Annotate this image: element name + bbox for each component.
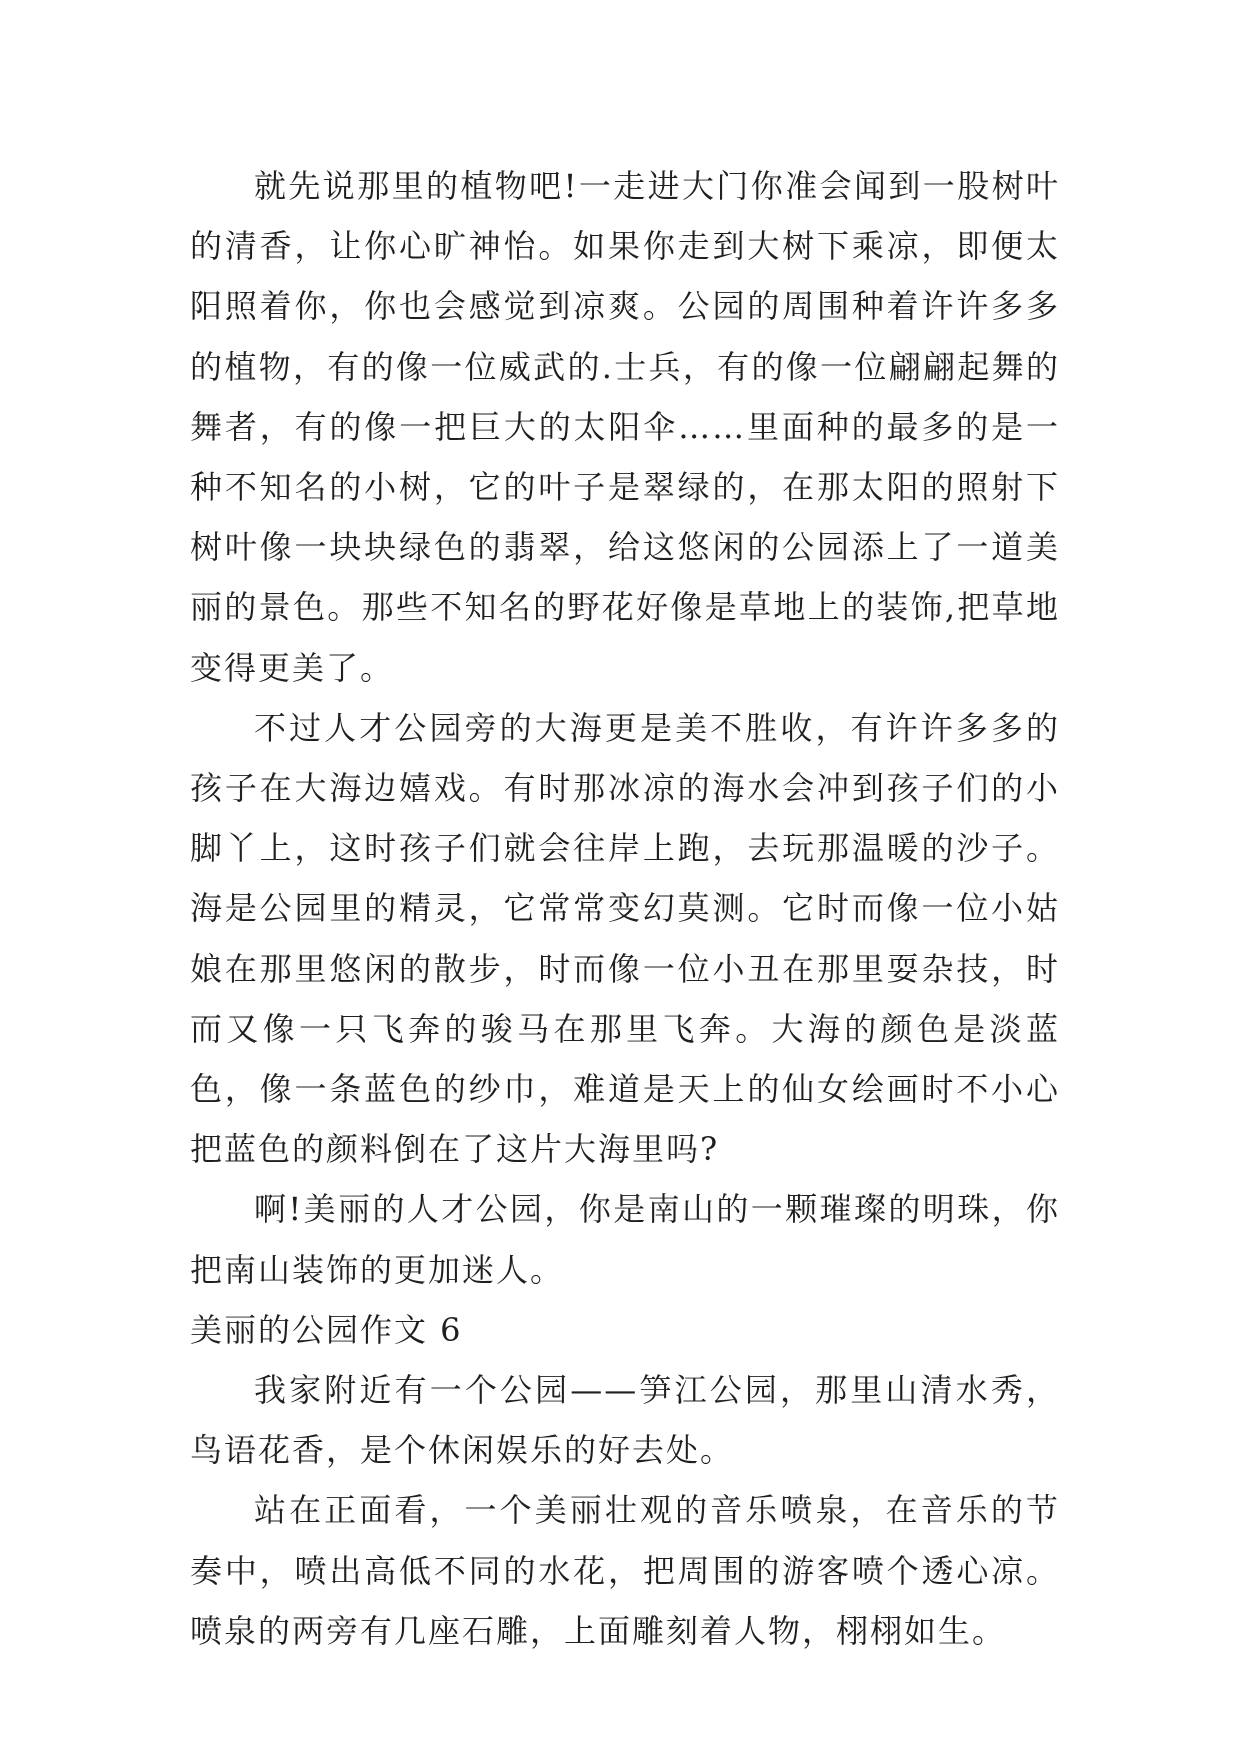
paragraph-fountain: 站在正面看，一个美丽壮观的音乐喷泉，在音乐的节奏中，喷出高低不同的水花，把周围的游客喷个透心凉。喷泉的两旁有几座石雕，上面雕刻着人物，栩栩如生。 xyxy=(190,1491,1060,1650)
paragraph-conclusion: 啊!美丽的人才公园，你是南山的一颗璀璨的明珠，你把南山装饰的更加迷人。 xyxy=(190,1190,1060,1289)
paragraph-plants: 就先说那里的植物吧!一走进大门你准会闻到一股树叶的清香，让你心旷神怡。如果你走到大树下乘凉，即便太阳照着你，你也会感觉到凉爽。公园的周围种着许许多多的植物，有的像一位威武的.士兵，有的像一位翩翩起舞的舞者，有的像一把巨大的太阳伞……里面种的最多的是一种不知名的小树，它的叶子是翠绿的，在那太阳的照射下树叶像一块块绿色的翡翠，给这悠闲的公园添上了一道美丽的景色。那些不知名的野花好像是草地上的装饰,把草地变得更美了。 xyxy=(190,167,1060,687)
section-title: 美丽的公园作文 6 xyxy=(190,1310,463,1349)
paragraph-intro-park: 我家附近有一个公园——笋江公园，那里山清水秀，鸟语花香，是个休闲娱乐的好去处。 xyxy=(190,1371,1060,1470)
document-page xyxy=(190,156,1060,1661)
paragraph-sea: 不过人才公园旁的大海更是美不胜收，有许许多多的孩子在大海边嬉戏。有时那冰凉的海水会冲到孩子们的小脚丫上，这时孩子们就会往岸上跑，去玩那温暖的沙子。海是公园里的精灵，它常常变幻莫测。它时而像一位小姑娘在那里悠闲的散步，时而像一位小丑在那里耍杂技，时而又像一只飞奔的骏马在那里飞奔。大海的颜色是淡蓝色，像一条蓝色的纱巾，难道是天上的仙女绘画时不小心把蓝色的颜料倒在了这片大海里吗? xyxy=(190,708,1060,1169)
